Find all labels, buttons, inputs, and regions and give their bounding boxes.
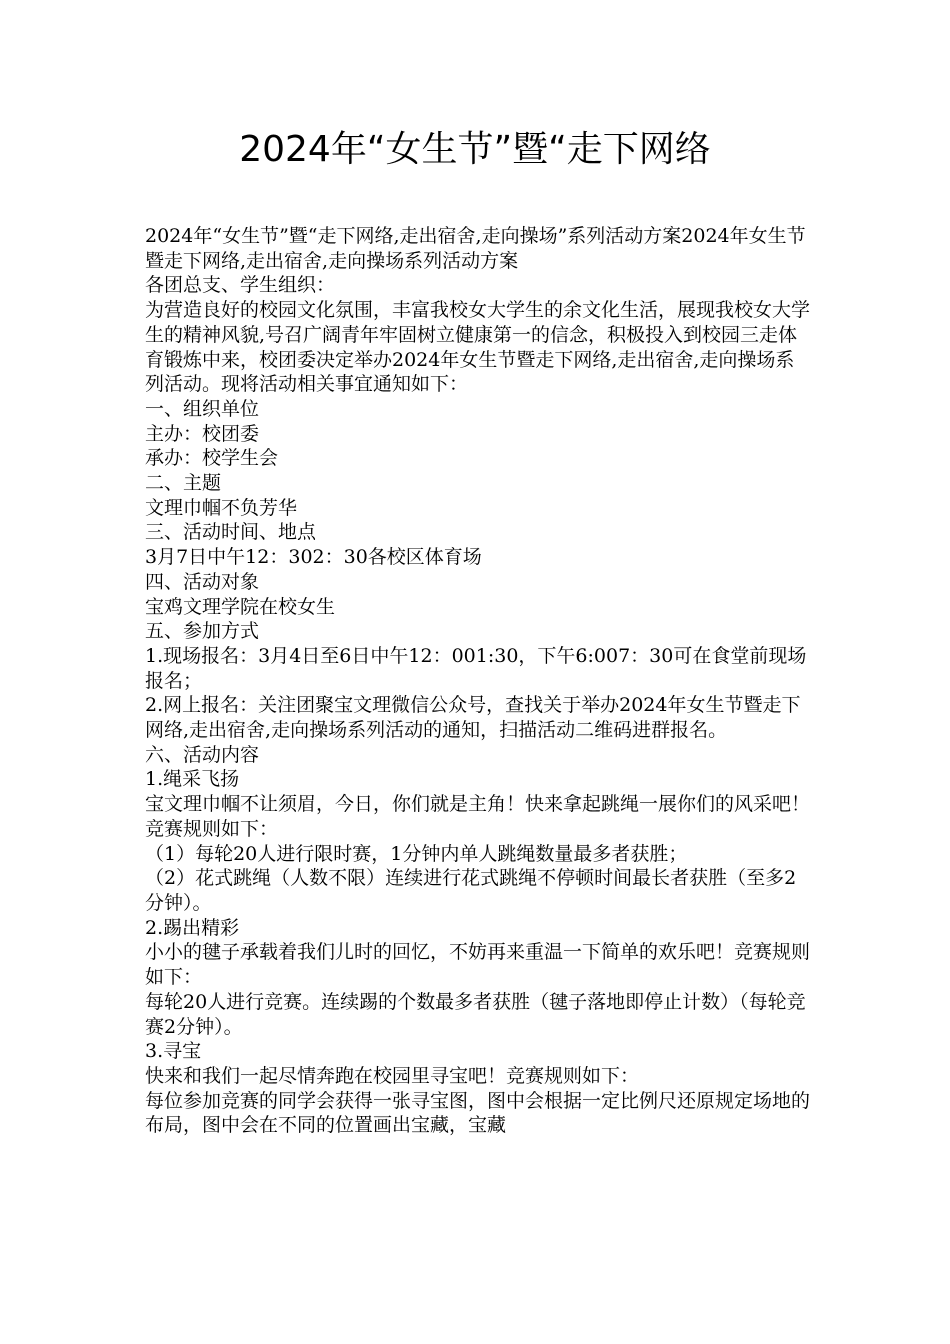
document-body: [145, 224, 810, 1138]
document-title: 2024年“女生节”暨“走下网络: [239, 129, 711, 170]
paragraph-line: 3月7日中午12：302：30各校区体育场: [145, 546, 482, 569]
paragraph-item: 1.现场报名：3月4日至6日中午12：001:30，下午6:007：30可在食堂前现场报名；: [145, 644, 807, 692]
paragraph-rule: （1）每轮20人进行限时赛，1分钟内单人跳绳数量最多者获胜；: [145, 842, 688, 865]
section-heading: 二、主题: [145, 472, 222, 495]
paragraph-line: 承办：校学生会: [145, 447, 279, 470]
paragraph-heading: 2024年“女生节”暨“走下网络,走出宿舍,走向操场”系列活动方案2024年女生节暨走下网络,走出宿舍,走向操场系列活动方案: [145, 225, 806, 272]
paragraph-line: 快来和我们一起尽情奔跑在校园里寻宝吧！竞赛规则如下：: [145, 1064, 640, 1087]
section-heading: 一、组织单位: [145, 397, 260, 420]
paragraph-line: 文理巾帼不负芳华: [145, 496, 298, 519]
paragraph-rule: 每轮20人进行竞赛。连续踢的个数最多者获胜（毽子落地即停止计数）（每轮竞赛2分钟）。: [145, 990, 806, 1038]
paragraph-salutation: 各团总支、学生组织：: [145, 274, 336, 297]
paragraph-line: 主办：校团委: [145, 422, 260, 445]
subsection-heading: 2.踢出精彩: [145, 916, 240, 939]
section-heading: 五、参加方式: [145, 620, 260, 643]
paragraph-line: 宝鸡文理学院在校女生: [145, 595, 336, 618]
paragraph-item: 每位参加竞赛的同学会获得一张寻宝图，图中会根据一定比例尺还原规定场地的布局，图中会在不同的位置画出宝藏，宝藏: [145, 1089, 811, 1137]
paragraph-rule: （2）花式跳绳（人数不限）连续进行花式跳绳不停顿时间最长者获胜（至多2分钟）。: [145, 867, 797, 914]
subsection-heading: 1.绳采飞扬: [145, 768, 240, 791]
subsection-heading: 3.寻宝: [145, 1040, 202, 1063]
paragraph-item: 宝文理巾帼不让须眉，今日，你们就是主角！快来拿起跳绳一展你们的风采吧！竞赛规则如下：: [145, 793, 811, 840]
section-heading: 六、活动内容: [145, 743, 260, 766]
section-heading: 四、活动对象: [145, 570, 260, 593]
section-heading: 三、活动时间、地点: [145, 521, 317, 544]
paragraph-item: 小小的毽子承载着我们儿时的回忆，不妨再来重温一下简单的欢乐吧！竞赛规则如下：: [145, 941, 811, 989]
paragraph-intro: 为营造良好的校园文化氛围，丰富我校女大学生的余文化生活，展现我校女大学生的精神风貌,号召广阔青年牢固树立健康第一的信念，积极投入到校园三走体育锻炼中来，校团委决定举办2024年女生节暨走下网络,走出宿舍,走向操场系列活动。现将活动相关事宜通知如下：: [145, 299, 811, 396]
paragraph-item: 2.网上报名：关注团聚宝文理微信公众号，查找关于举办2024年女生节暨走下网络,走出宿舍,走向操场系列活动的通知，扫描活动二维码进群报名。: [145, 694, 801, 742]
